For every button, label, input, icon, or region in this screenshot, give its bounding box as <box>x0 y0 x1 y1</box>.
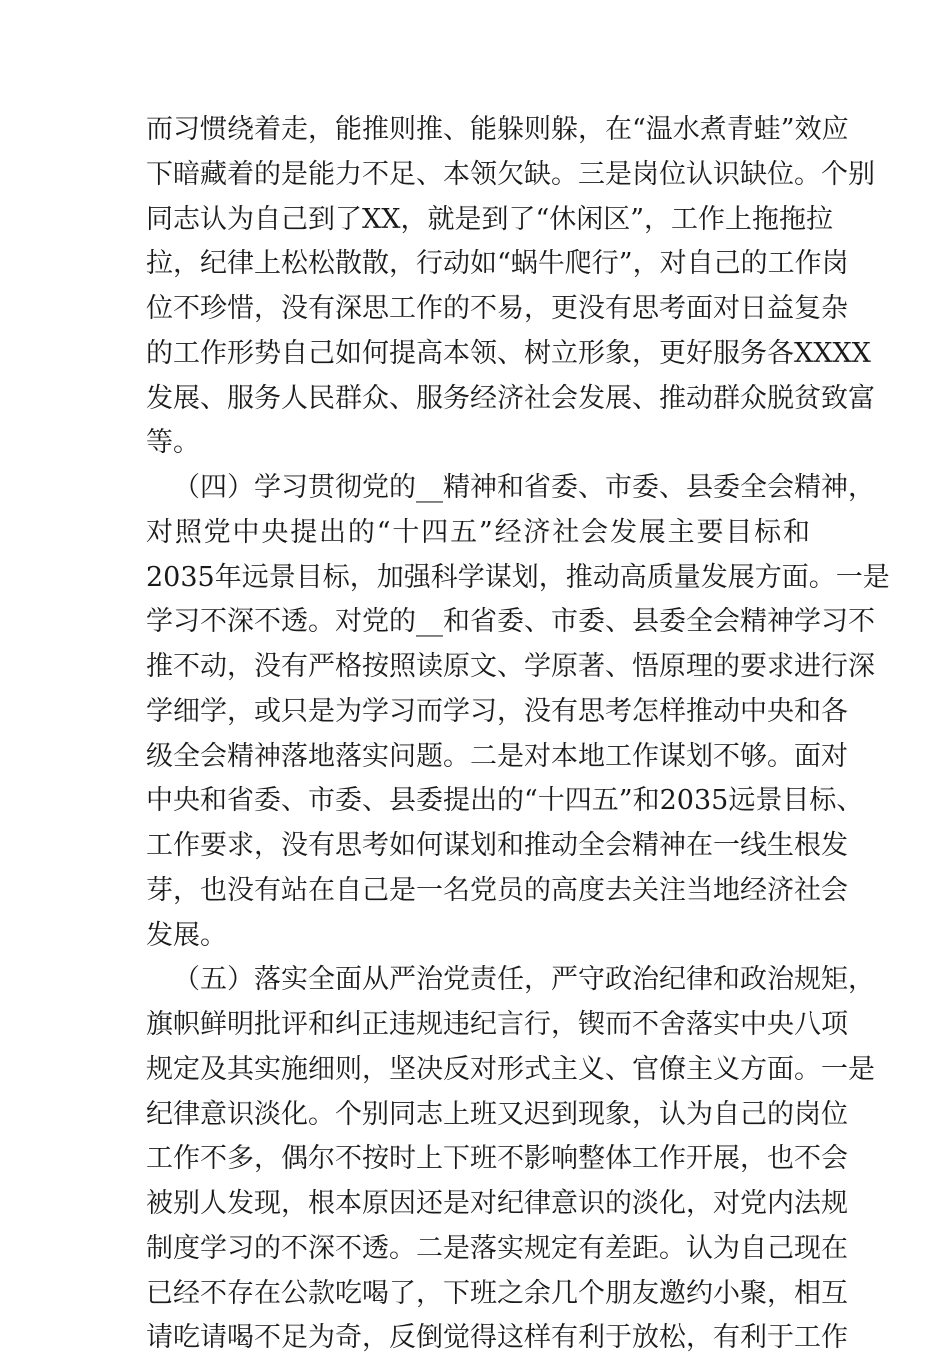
document-body <box>146 108 890 1361</box>
text-line: 中央和省委、市委、县委提出的“十四五”和2035远景目标、 <box>146 785 864 817</box>
text-line: 位不珍惜，没有深思工作的不易，更没有思考面对日益复杂 <box>146 293 848 324</box>
text-line: 的工作形势自己如何提高本领、树立形象，更好服务各XXXX <box>146 337 871 369</box>
text-line: 纪律意识淡化。个别同志上班又迟到现象，认为自己的岗位 <box>146 1098 848 1130</box>
text-line: 工作不多，偶尔不按时上下班不影响整体工作开展，也不会 <box>146 1143 848 1175</box>
text-line: 推不动，没有严格按照读原文、学原著、悟原理的要求进行深 <box>146 651 875 682</box>
text-line: 学细学，或只是为学习而学习，没有思考怎样推动中央和各 <box>146 695 848 727</box>
text-line: 工作要求，没有思考如何谋划和推动全会精神在一线生根发 <box>146 830 848 861</box>
text-line: 而习惯绕着走，能推则推、能躲则躲，在“温水煮青蛙”效应 <box>146 114 849 145</box>
text-line: 下暗藏着的是能力不足、本领欠缺。三是岗位认识缺位。个别 <box>146 158 875 190</box>
text-line: 等。 <box>146 427 200 459</box>
text-line: 发展。 <box>146 919 227 951</box>
text-line: 学习不深不透。对党的__和省委、市委、县委全会精神学习不 <box>146 606 875 638</box>
text-line: 规定及其实施细则，坚决反对形式主义、官僚主义方面。一是 <box>146 1053 875 1085</box>
text-line: 2035年远景目标，加强科学谋划，推动高质量发展方面。一是 <box>146 561 890 593</box>
text-line: 同志认为自己到了XX，就是到了“休闲区”，工作上拖拖拉 <box>146 203 834 235</box>
text-line: 芽，也没有站在自己是一名党员的高度去关注当地经济社会 <box>146 874 848 906</box>
text-line: 制度学习的不深不透。二是落实规定有差距。认为自己现在 <box>146 1232 848 1264</box>
text-line: 对照党中央提出的“十四五”经济社会发展主要目标和 <box>146 516 810 548</box>
text-line: 请吃请喝不足为奇，反倒觉得这样有利于放松，有利于工作 <box>146 1322 848 1354</box>
text-line: 级全会精神落地落实问题。二是对本地工作谋划不够。面对 <box>146 740 848 772</box>
text-line: 拉，纪律上松松散散，行动如“蜗牛爬行”，对自己的工作岗 <box>146 248 849 280</box>
section-heading-line: （五）落实全面从严治党责任，严守政治纪律和政治规矩， <box>173 964 875 996</box>
text-line: 被别人发现，根本原因还是对纪律意识的淡化，对党内法规 <box>146 1188 848 1219</box>
text-line: 旗帜鲜明批评和纠正违规违纪言行，锲而不舍落实中央八项 <box>146 1009 848 1040</box>
section-heading-line: （四）学习贯彻党的__精神和省委、市委、县委全会精神， <box>173 472 875 503</box>
text-line: 已经不存在公款吃喝了，下班之余几个朋友邀约小聚，相互 <box>146 1277 848 1309</box>
text-line: 发展、服务人民群众、服务经济社会发展、推动群众脱贫致富 <box>146 382 875 414</box>
